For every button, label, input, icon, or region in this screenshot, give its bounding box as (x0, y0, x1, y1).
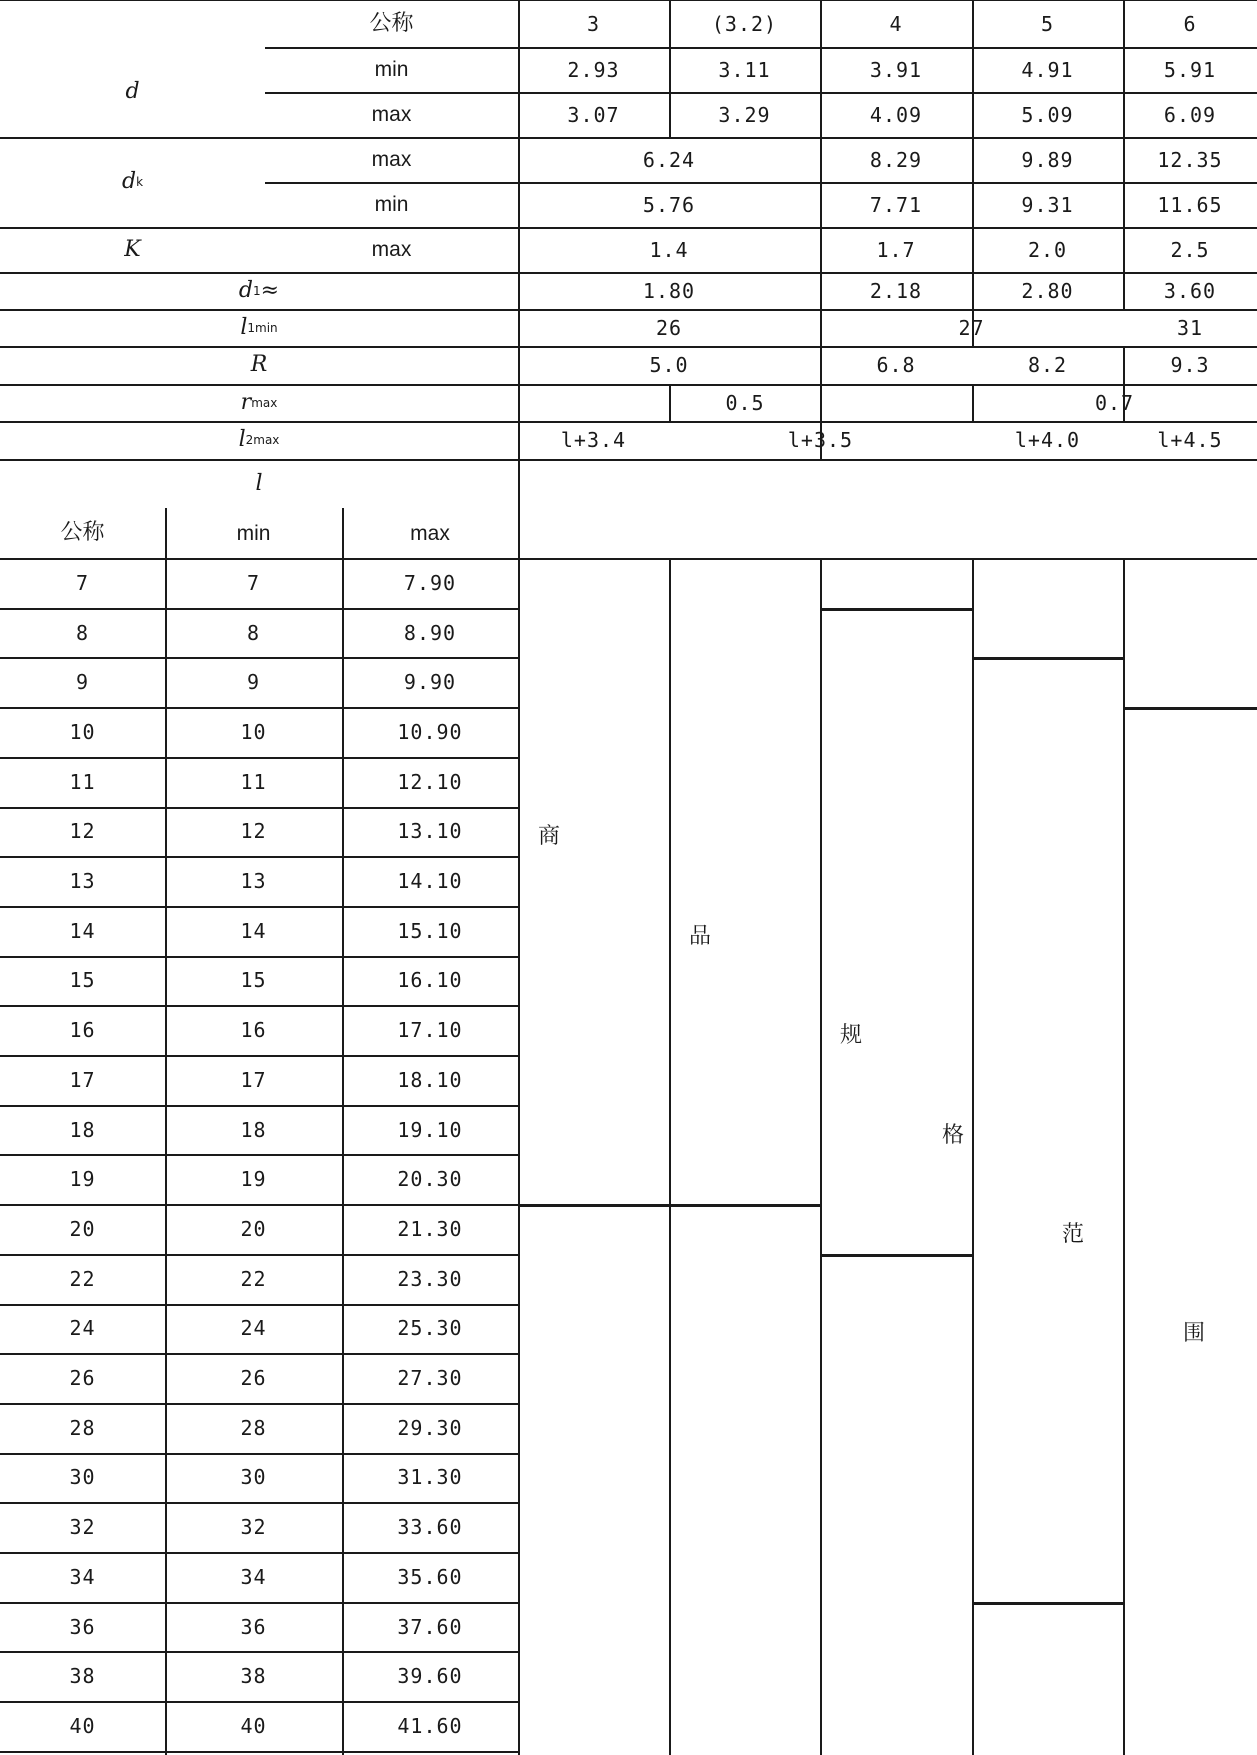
length-row-cell: 13.10 (397, 819, 463, 844)
d-max-value: 5.09 (1021, 102, 1074, 127)
d-min-value: 3.11 (718, 57, 771, 82)
length-symbol (0, 459, 518, 508)
length-row-cell: 22 (240, 1266, 267, 1291)
R-value: 9.3 (1170, 353, 1210, 377)
length-row-cell: 16.10 (397, 968, 463, 993)
r-symbol (0, 346, 518, 384)
rule-line (972, 558, 974, 1755)
length-row-cell: 17 (69, 1067, 96, 1092)
length-row-cell: 15 (240, 968, 267, 993)
rule-line (972, 1602, 1123, 1605)
l2-value: l+3.4 (560, 428, 627, 452)
d-max-label: max (371, 103, 412, 126)
k-max-label: max (371, 238, 412, 261)
length-row-cell: 8 (75, 620, 90, 645)
k-value: 2.0 (1027, 237, 1068, 262)
d-min-value: 4.91 (1021, 57, 1074, 82)
symbol-letter: d (121, 169, 137, 194)
length-row-cell: 9.90 (403, 670, 457, 695)
length-row-cell: 38 (69, 1664, 96, 1689)
d-min-value: 3.91 (869, 57, 923, 82)
length-min-label: min (236, 521, 271, 545)
length-row-cell: 21.30 (397, 1216, 463, 1241)
length-row-cell: 20 (69, 1216, 96, 1241)
length-row-cell: 24 (240, 1316, 267, 1341)
length-row-cell: 16 (240, 1018, 267, 1043)
length-row-cell: 36 (240, 1614, 267, 1639)
d1-value: 3.60 (1163, 278, 1217, 303)
l2-symbol (0, 421, 518, 459)
length-row-cell: 27.30 (397, 1366, 463, 1391)
range-label-char: 规 (840, 1023, 863, 1049)
rule-line (669, 558, 671, 1755)
d-min-value: 5.91 (1163, 57, 1217, 82)
d-min-value: 2.93 (567, 57, 620, 82)
size-1: (3.2) (711, 11, 778, 36)
dk-max-value: 6.24 (642, 147, 696, 172)
length-row-cell: 34 (69, 1564, 96, 1589)
symbol-subscript: 1min (247, 320, 278, 335)
dk-min-value: 5.76 (642, 192, 696, 217)
range-label-char: 品 (689, 923, 712, 949)
range-label-char: 围 (1183, 1321, 1206, 1347)
symbol-letter: K (124, 236, 141, 262)
d-symbol (0, 47, 265, 137)
dk-min-value: 7.71 (869, 192, 923, 217)
symbol-subscript: max (251, 395, 278, 410)
d1-value: 2.18 (869, 278, 923, 303)
length-row-cell: 29.30 (397, 1415, 463, 1440)
length-row-cell: 10 (69, 719, 96, 744)
size-3: 5 (1040, 11, 1055, 36)
dk-max-value: 8.29 (869, 147, 923, 172)
length-row-cell: 18.10 (397, 1067, 463, 1092)
l1-symbol (0, 309, 518, 346)
d-max-value: 3.07 (567, 102, 620, 127)
dk-max-value: 12.35 (1157, 147, 1223, 172)
l2-value: l+4.0 (1014, 428, 1081, 452)
length-row-cell: 7.90 (403, 570, 457, 595)
length-row-cell: 23.30 (397, 1266, 463, 1291)
length-row-cell: 14.10 (397, 869, 463, 894)
length-row-cell: 12 (240, 819, 267, 844)
k-value: 2.5 (1170, 237, 1210, 262)
length-row-cell: 9 (246, 670, 261, 695)
l1-value: 31 (1176, 315, 1204, 340)
dk-min-value: 9.31 (1021, 192, 1074, 217)
d-max-value: 4.09 (869, 102, 923, 127)
rmax-symbol (0, 384, 518, 421)
symbol-letter: d (238, 277, 253, 303)
length-row-cell: 19 (240, 1167, 267, 1192)
length-row-cell: 8.90 (403, 620, 457, 645)
l2-value: l+4.5 (1157, 428, 1223, 452)
range-label-char: 商 (538, 824, 561, 850)
length-row-cell: 20 (240, 1216, 267, 1241)
length-row-cell: 39.60 (397, 1664, 463, 1689)
d-max-value: 3.29 (718, 102, 771, 127)
length-row-cell: 40 (69, 1713, 96, 1738)
dk-min-value: 11.65 (1157, 192, 1223, 217)
rule-line (820, 608, 972, 611)
length-row-cell: 10 (240, 719, 267, 744)
length-nominal-label: 公称 (60, 520, 105, 545)
dk-min-label: min (374, 193, 409, 216)
length-row-cell: 11 (69, 769, 96, 794)
d-max-value: 6.09 (1163, 102, 1217, 127)
length-max-label: max (410, 521, 450, 545)
length-row-cell: 13 (69, 869, 96, 894)
length-row-cell: 40 (240, 1713, 267, 1738)
length-row-cell: 9 (75, 670, 90, 695)
length-row-cell: 20.30 (397, 1167, 463, 1192)
symbol-letter: l (255, 470, 263, 496)
length-row-cell: 36 (69, 1614, 96, 1639)
size-0: 3 (586, 11, 601, 36)
symbol-letter: l (240, 314, 248, 340)
range-label-char: 范 (1062, 1221, 1085, 1247)
dk-max-value: 9.89 (1021, 147, 1074, 172)
length-row-cell: 41.60 (397, 1713, 463, 1738)
k-value: 1.4 (649, 237, 689, 262)
R-value: 5.0 (649, 353, 689, 377)
l2-value: l+3.5 (787, 428, 854, 452)
symbol-subscript: 1 (253, 283, 261, 298)
symbol-letter: r (240, 389, 252, 415)
length-row-cell: 34 (240, 1564, 267, 1589)
k-value: 1.7 (876, 237, 916, 262)
rule-line (1123, 707, 1257, 710)
length-row-cell: 7 (75, 570, 90, 595)
length-row-cell: 8 (246, 620, 261, 645)
length-row-cell: 19 (69, 1167, 96, 1192)
d1-value: 1.80 (642, 278, 696, 303)
length-row-cell: 26 (240, 1366, 267, 1391)
rule-line (820, 1254, 972, 1257)
l1-value: 27 (958, 315, 985, 340)
length-row-cell: 28 (240, 1415, 267, 1440)
rule-line (518, 1204, 820, 1207)
rule-line (1123, 558, 1125, 1755)
length-row-cell: 11 (240, 769, 267, 794)
length-row-cell: 17 (240, 1067, 267, 1092)
size-2: 4 (889, 11, 903, 36)
length-row-cell: 24 (69, 1316, 96, 1341)
symbol-suffix: ≈ (260, 277, 280, 303)
rule-line (0, 1751, 518, 1753)
length-row-cell: 30 (240, 1465, 267, 1490)
length-row-cell: 22 (69, 1266, 96, 1291)
length-row-cell: 31.30 (397, 1465, 463, 1490)
length-row-cell: 15.10 (397, 918, 463, 943)
rmax-value: 0.5 (725, 390, 765, 415)
length-row-cell: 25.30 (397, 1316, 463, 1341)
symbol-subscript: k (136, 175, 144, 189)
length-row-cell: 17.10 (397, 1018, 463, 1043)
length-row-cell: 12.10 (397, 769, 463, 794)
rmax-value: 0.7 (1094, 390, 1135, 415)
rule-line (972, 657, 1123, 660)
d1-symbol (0, 272, 518, 309)
length-row-cell: 26 (69, 1366, 96, 1391)
length-row-cell: 10.90 (397, 719, 463, 744)
length-row-cell: 15 (69, 968, 96, 993)
symbol-letter: d (125, 79, 140, 104)
d-min-label: min (374, 58, 409, 81)
length-row-cell: 18 (240, 1117, 267, 1142)
l1-value: 26 (655, 315, 683, 340)
R-value: 6.8 (876, 353, 916, 377)
dk-max-label: max (371, 148, 412, 171)
length-row-cell: 38 (240, 1664, 267, 1689)
size-4: 6 (1183, 11, 1197, 36)
length-row-cell: 35.60 (397, 1564, 463, 1589)
dk-symbol (0, 137, 265, 227)
length-row-cell: 13 (240, 869, 267, 894)
symbol-letter: R (250, 352, 268, 377)
d1-value: 2.80 (1021, 278, 1074, 303)
nominal-label: 公称 (369, 10, 414, 36)
R-value: 8.2 (1027, 353, 1068, 377)
length-row-cell: 14 (69, 918, 96, 943)
length-row-cell: 33.60 (397, 1515, 463, 1540)
length-row-cell: 37.60 (397, 1614, 463, 1639)
k-symbol (0, 227, 265, 272)
symbol-letter: l (238, 427, 246, 452)
range-label-char: 格 (942, 1122, 965, 1148)
length-row-cell: 16 (69, 1018, 96, 1043)
length-row-cell: 12 (69, 819, 96, 844)
symbol-subscript: 2max (245, 433, 280, 447)
length-row-cell: 7 (246, 570, 261, 595)
length-row-cell: 14 (240, 918, 267, 943)
length-row-cell: 32 (240, 1515, 267, 1540)
length-row-cell: 28 (69, 1415, 96, 1440)
length-row-cell: 32 (69, 1515, 96, 1540)
rule-line (820, 558, 822, 1755)
length-row-cell: 19.10 (397, 1117, 463, 1142)
length-row-cell: 30 (69, 1465, 96, 1490)
length-row-cell: 18 (69, 1117, 96, 1142)
